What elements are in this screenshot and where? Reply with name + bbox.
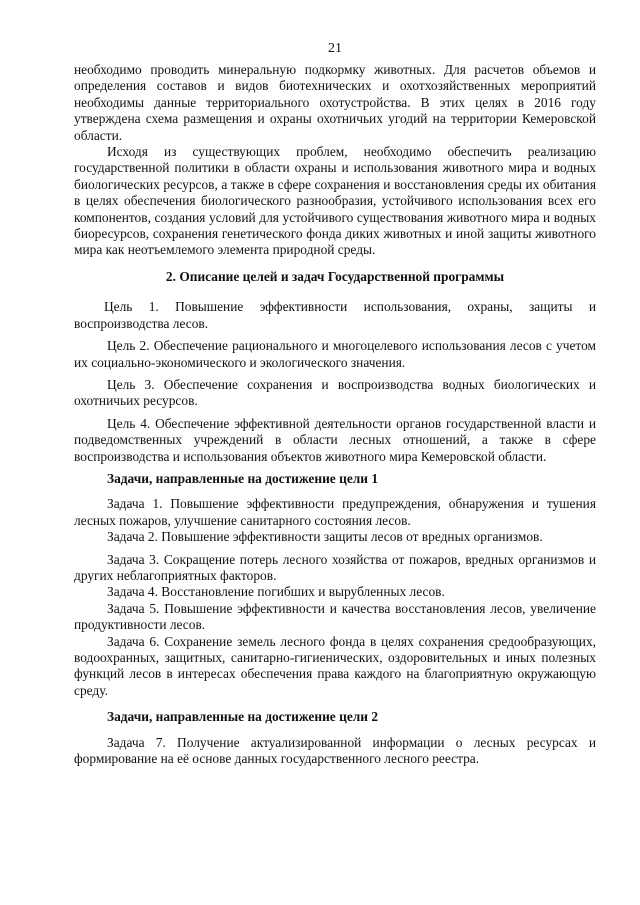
goal-2: Цель 2. Обеспечение рационального и многоцелевого использования лесов с учетом их социально-экономического и экологического значения. <box>74 338 596 370</box>
paragraph-intro-continuation: необходимо проводить минеральную подкормку животных. Для расчетов объемов и определения составов и видов биотехнических и охотхозяйственных мероприятий необходимы данные территориального охотустройства. В этих целях в 2016 году утверждена схема размещения и охраны охотничьих угодий на территории Кемеровской области. <box>74 62 596 143</box>
goal-3: Цель 3. Обеспечение сохранения и воспроизводства водных биологических и охотничьих ресурсов. <box>74 376 596 409</box>
section-heading: 2. Описание целей и задач Государственной программы <box>165 268 505 284</box>
task-5: Задача 5. Повышение эффективности и качества восстановления лесов, увеличение продуктивности лесов. <box>74 600 596 633</box>
tasks-heading-goal-1: Задачи, направленные на достижение цели 1 <box>107 470 379 486</box>
goal-4: Цель 4. Обеспечение эффективной деятельности органов государственной власти и подведомственных учреждений в области лесных отношений, а также в сфере воспроизводства и использования объектов животного мира Кемеровской области. <box>74 415 596 464</box>
task-4: Задача 4. Восстановление погибших и вырубленных лесов. <box>107 584 445 600</box>
task-3: Задача 3. Сокращение потерь лесного хозяйства от пожаров, вредных организмов и других неблагоприятных факторов. <box>74 551 596 583</box>
tasks-heading-goal-2: Задачи, направленные на достижение цели 2 <box>107 709 379 725</box>
task-7: Задача 7. Получение актуализированной информации о лесных ресурсах и формирование на её основе данных государственного лесного реестра. <box>74 734 596 767</box>
page-number: 21 <box>328 41 342 56</box>
goal-1: Цель 1. Повышение эффективности использования, охраны, защиты и воспроизводства лесов. <box>74 299 596 331</box>
paragraph-intro-policy: Исходя из существующих проблем, необходимо обеспечить реализацию государственной политики в области охраны и использования животного мира и водных биологических ресурсов, а также в сфере сохранения и восстановления среды их обитания в целях обеспечения биологического разнообразия, устойчивого использования всех его компонентов, создания условий для устойчивого существования животного мира и водных биоресурсов, сохранения генетического фонда диких животных и иной защиты животного мира как неотъемлемого элемента природной среды. <box>74 144 596 258</box>
document-body <box>74 62 596 767</box>
task-6: Задача 6. Сохранение земель лесного фонда в целях сохранения средообразующих, водоохранных, защитных, санитарно-гигиенических, оздоровительных и иных полезных функций лесов в интересах обеспечения права каждого на благоприятную окружающую среду. <box>74 633 596 698</box>
task-2: Задача 2. Повышение эффективности защиты лесов от вредных организмов. <box>107 529 543 545</box>
task-1: Задача 1. Повышение эффективности предупреждения, обнаружения и тушения лесных пожаров, улучшение санитарного состояния лесов. <box>74 496 596 528</box>
